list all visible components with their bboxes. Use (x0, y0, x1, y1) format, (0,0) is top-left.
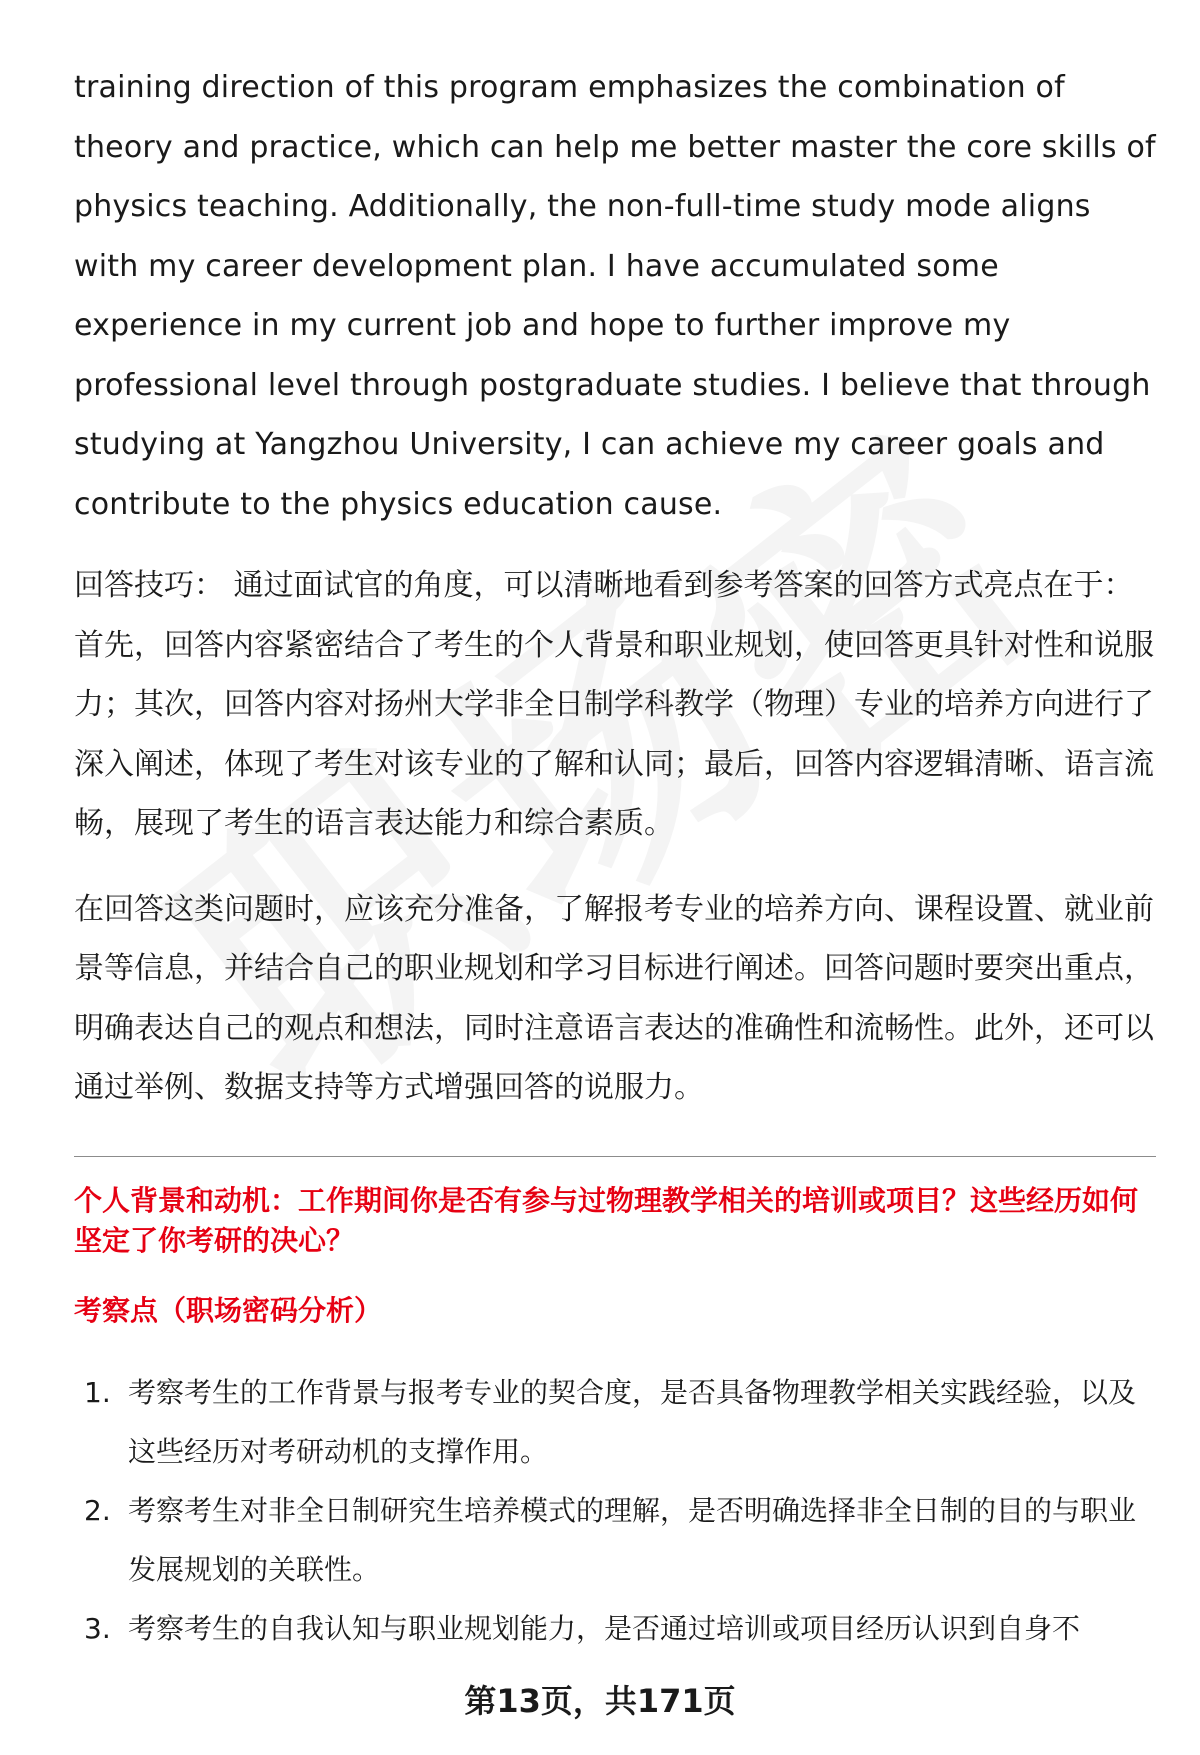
english-answer-paragraph: training direction of this program emphasizes the combination of theory and practice, which can help me better master the core skills of physics teaching. Additionally, the non-full-time study mode aligns with my career development plan. I have accumulated some experience in my current job and hope to further improve my professional level through postgraduate studies. I believe that through studying at Yangzhou University, I can achieve my career goals and contribute to the physics education cause. (74, 70, 1156, 522)
document-page (74, 58, 1156, 1658)
page-number-footer: 第13页，共171页 (464, 1682, 736, 1720)
section-divider (74, 1156, 1156, 1157)
list-item-text: 考察考生对非全日制研究生培养模式的理解，是否明确选择非全日制的目的与职业发展规划的关联性。 (128, 1493, 1137, 1586)
list-item-text: 考察考生的自我认知与职业规划能力，是否通过培训或项目经历认识到自身不 (128, 1611, 1081, 1645)
question-title: 个人背景和动机：工作期间你是否有参与过物理教学相关的培训或项目？这些经历如何坚定了你考研的决心？ (74, 1183, 1139, 1257)
list-item (74, 1363, 1156, 1481)
list-item-number: 1. (84, 1375, 111, 1409)
list-item-text: 考察考生的工作背景与报考专业的契合度，是否具备物理教学相关实践经验，以及这些经历对考研动机的支撑作用。 (128, 1375, 1137, 1468)
list-item-number: 2. (84, 1493, 111, 1527)
answer-tips-paragraph: 回答技巧： 通过面试官的角度，可以清晰地看到参考答案的回答方式亮点在于：首先，回答内容紧密结合了考生的个人背景和职业规划，使回答更具针对性和说服力；其次，回答内容对扬州大学非全日制学科教学（物理）专业的培养方向进行了深入阐述，体现了考生对该专业的了解和认同；最后，回答内容逻辑清晰、语言流畅，展现了考生的语言表达能力和综合素质。 (74, 568, 1154, 841)
assessment-points-list (74, 1363, 1156, 1658)
answer-advice-paragraph: 在回答这类问题时，应该充分准备，了解报考专业的培养方向、课程设置、就业前景等信息，并结合自己的职业规划和学习目标进行阐述。回答问题时要突出重点，明确表达自己的观点和想法，同时注意语言表达的准确性和流畅性。此外，还可以通过举例、数据支持等方式增强回答的说服力。 (74, 891, 1154, 1105)
assessment-points-heading: 考察点（职场密码分析） (74, 1293, 383, 1327)
list-item (74, 1599, 1156, 1658)
list-item (74, 1481, 1156, 1599)
list-item-number: 3. (84, 1611, 111, 1645)
